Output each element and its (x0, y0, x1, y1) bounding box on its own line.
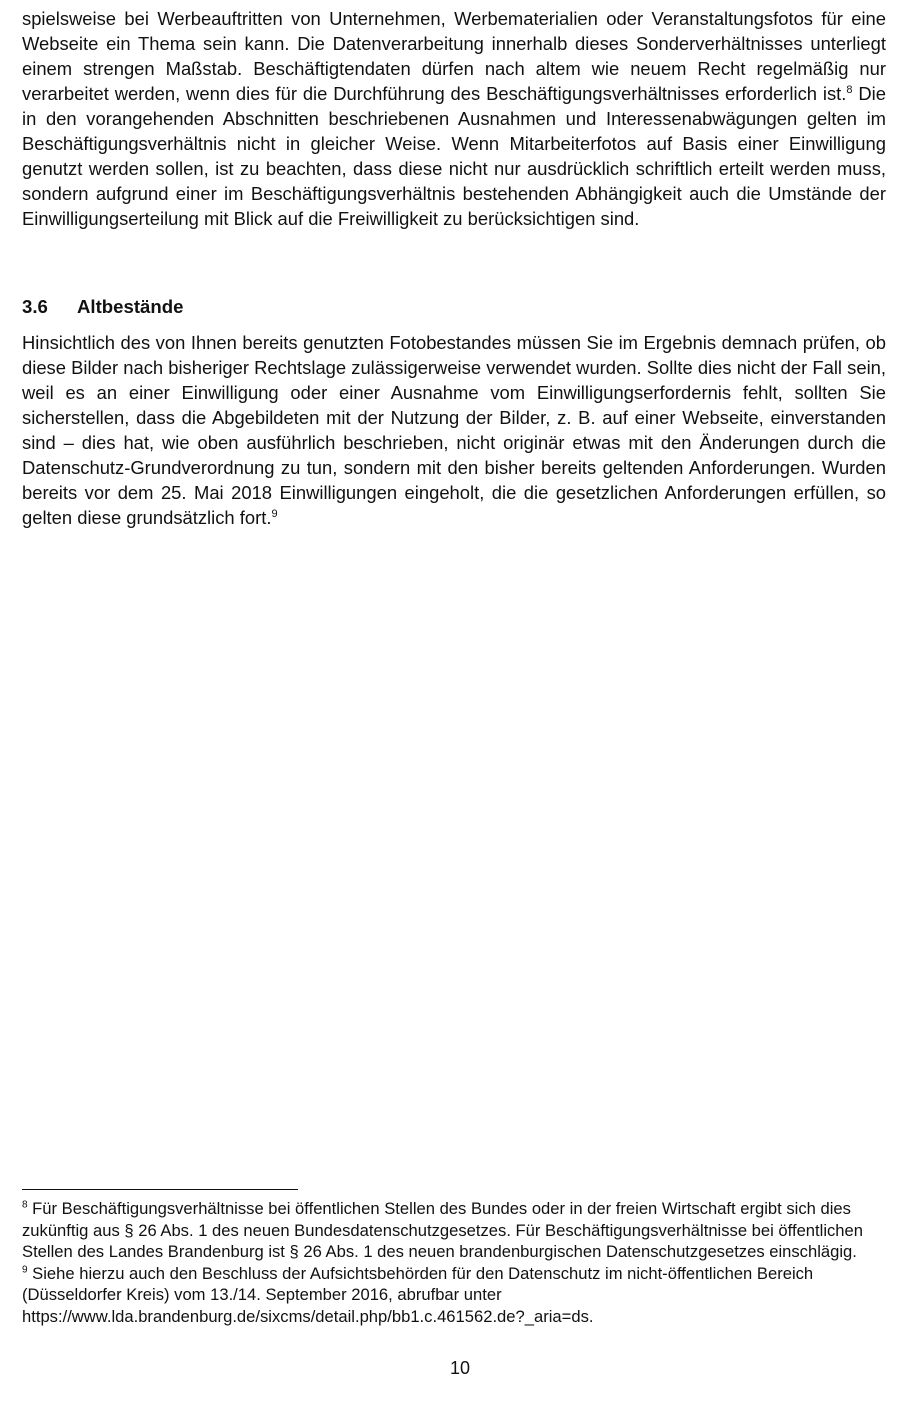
footnote-reference-8[interactable]: 8 (846, 83, 853, 96)
paragraph-text-continued: Die in den vorangehenden Abschnitten beschriebenen Ausnahmen und Interessenabwägungen gelten im Beschäftigungsverhältnis nicht in gleicher Weise. Wenn Mitarbeiterfotos auf Basis einer Einwilligung genutzt werden sollen, ist zu beachten, dass diese nicht nur ausdrücklich schriftlich erteilt werden muss, sondern aufgrund einer im Beschäftigungsverhältnis bestehenden Abhängigkeit auch die Umstände der Einwilligungserteilung mit Blick auf die Freiwilligkeit zu berücksichtigen sind. (22, 83, 886, 229)
paragraph-legacy-photos (22, 330, 886, 530)
section-title: Altbestände (77, 296, 184, 317)
footnote-marker: 9 (22, 1264, 28, 1276)
section-number: 3.6 (22, 296, 48, 317)
footnote-separator (22, 1189, 298, 1190)
document-page (22, 6, 886, 528)
footnote-text: Siehe hierzu auch den Beschluss der Aufsichtsbehörden für den Datenschutz im nicht-öffentlichen Bereich (Düsseldorfer Kreis) vom 13./14. September 2016, abrufbar unter (22, 1263, 814, 1305)
footnotes (22, 1198, 886, 1328)
paragraph-employment-photos (22, 6, 886, 231)
footnote-9 (22, 1263, 886, 1328)
footnote-marker: 8 (22, 1199, 28, 1211)
section-heading (22, 296, 183, 318)
paragraph-text: spielsweise bei Werbeauftritten von Unternehmen, Werbematerialien oder Veranstaltungsfotos für eine Webseite ein Thema sein kann. Die Datenverarbeitung innerhalb dieses Sonderverhältnisses unterliegt einem strengen Maßstab. Beschäftigtendaten dürfen nach altem wie neuem Recht regelmäßig nur verarbeitet werden, wenn dies für die Durchführung des Beschäftigungsverhältnisses erforderlich ist. (22, 8, 886, 104)
paragraph-text: Hinsichtlich des von Ihnen bereits genutzten Fotobestandes müssen Sie im Ergebnis demnach prüfen, ob diese Bilder nach bisheriger Rechtslage zulässigerweise verwendet wurden. Sollte dies nicht der Fall sein, weil es an einer Einwilligung oder einer Ausnahme vom Einwilligungserfordernis fehlt, sollten Sie sicherstellen, dass die Abgebildeten mit der Nutzung der Bilder, z. B. auf einer Webseite, einverstanden sind – dies hat, wie oben ausführlich beschrieben, nicht originär etwas mit den Änderungen durch die Datenschutz-Grundverordnung zu tun, sondern mit den bisher bereits geltenden Anforderungen. Wurden bereits vor dem 25. Mai 2018 Einwilligungen eingeholt, die die gesetzlichen Anforderungen erfüllen, so gelten diese grundsätzlich fort. (22, 332, 886, 528)
footnote-text: Für Beschäftigungsverhältnisse bei öffentlichen Stellen des Bundes oder in der freien Wirtschaft ergibt sich dies zukünftig aus § 26 Abs. 1 des neuen Bundesdatenschutzgesetzes. Für Beschäftigungsverhältnisse bei öffentlichen Stellen des Landes Brandenburg ist § 26 Abs. 1 des neuen brandenburgischen Datenschutzgesetzes einschlägig. (22, 1199, 863, 1262)
footnote-reference-9[interactable]: 9 (271, 507, 278, 520)
footnote-url-link[interactable]: https://www.lda.brandenburg.de/sixcms/detail.php/bb1.c.461562.de?_aria=ds. (22, 1306, 594, 1326)
footnote-8 (22, 1198, 886, 1263)
page-number: 10 (449, 1358, 471, 1378)
